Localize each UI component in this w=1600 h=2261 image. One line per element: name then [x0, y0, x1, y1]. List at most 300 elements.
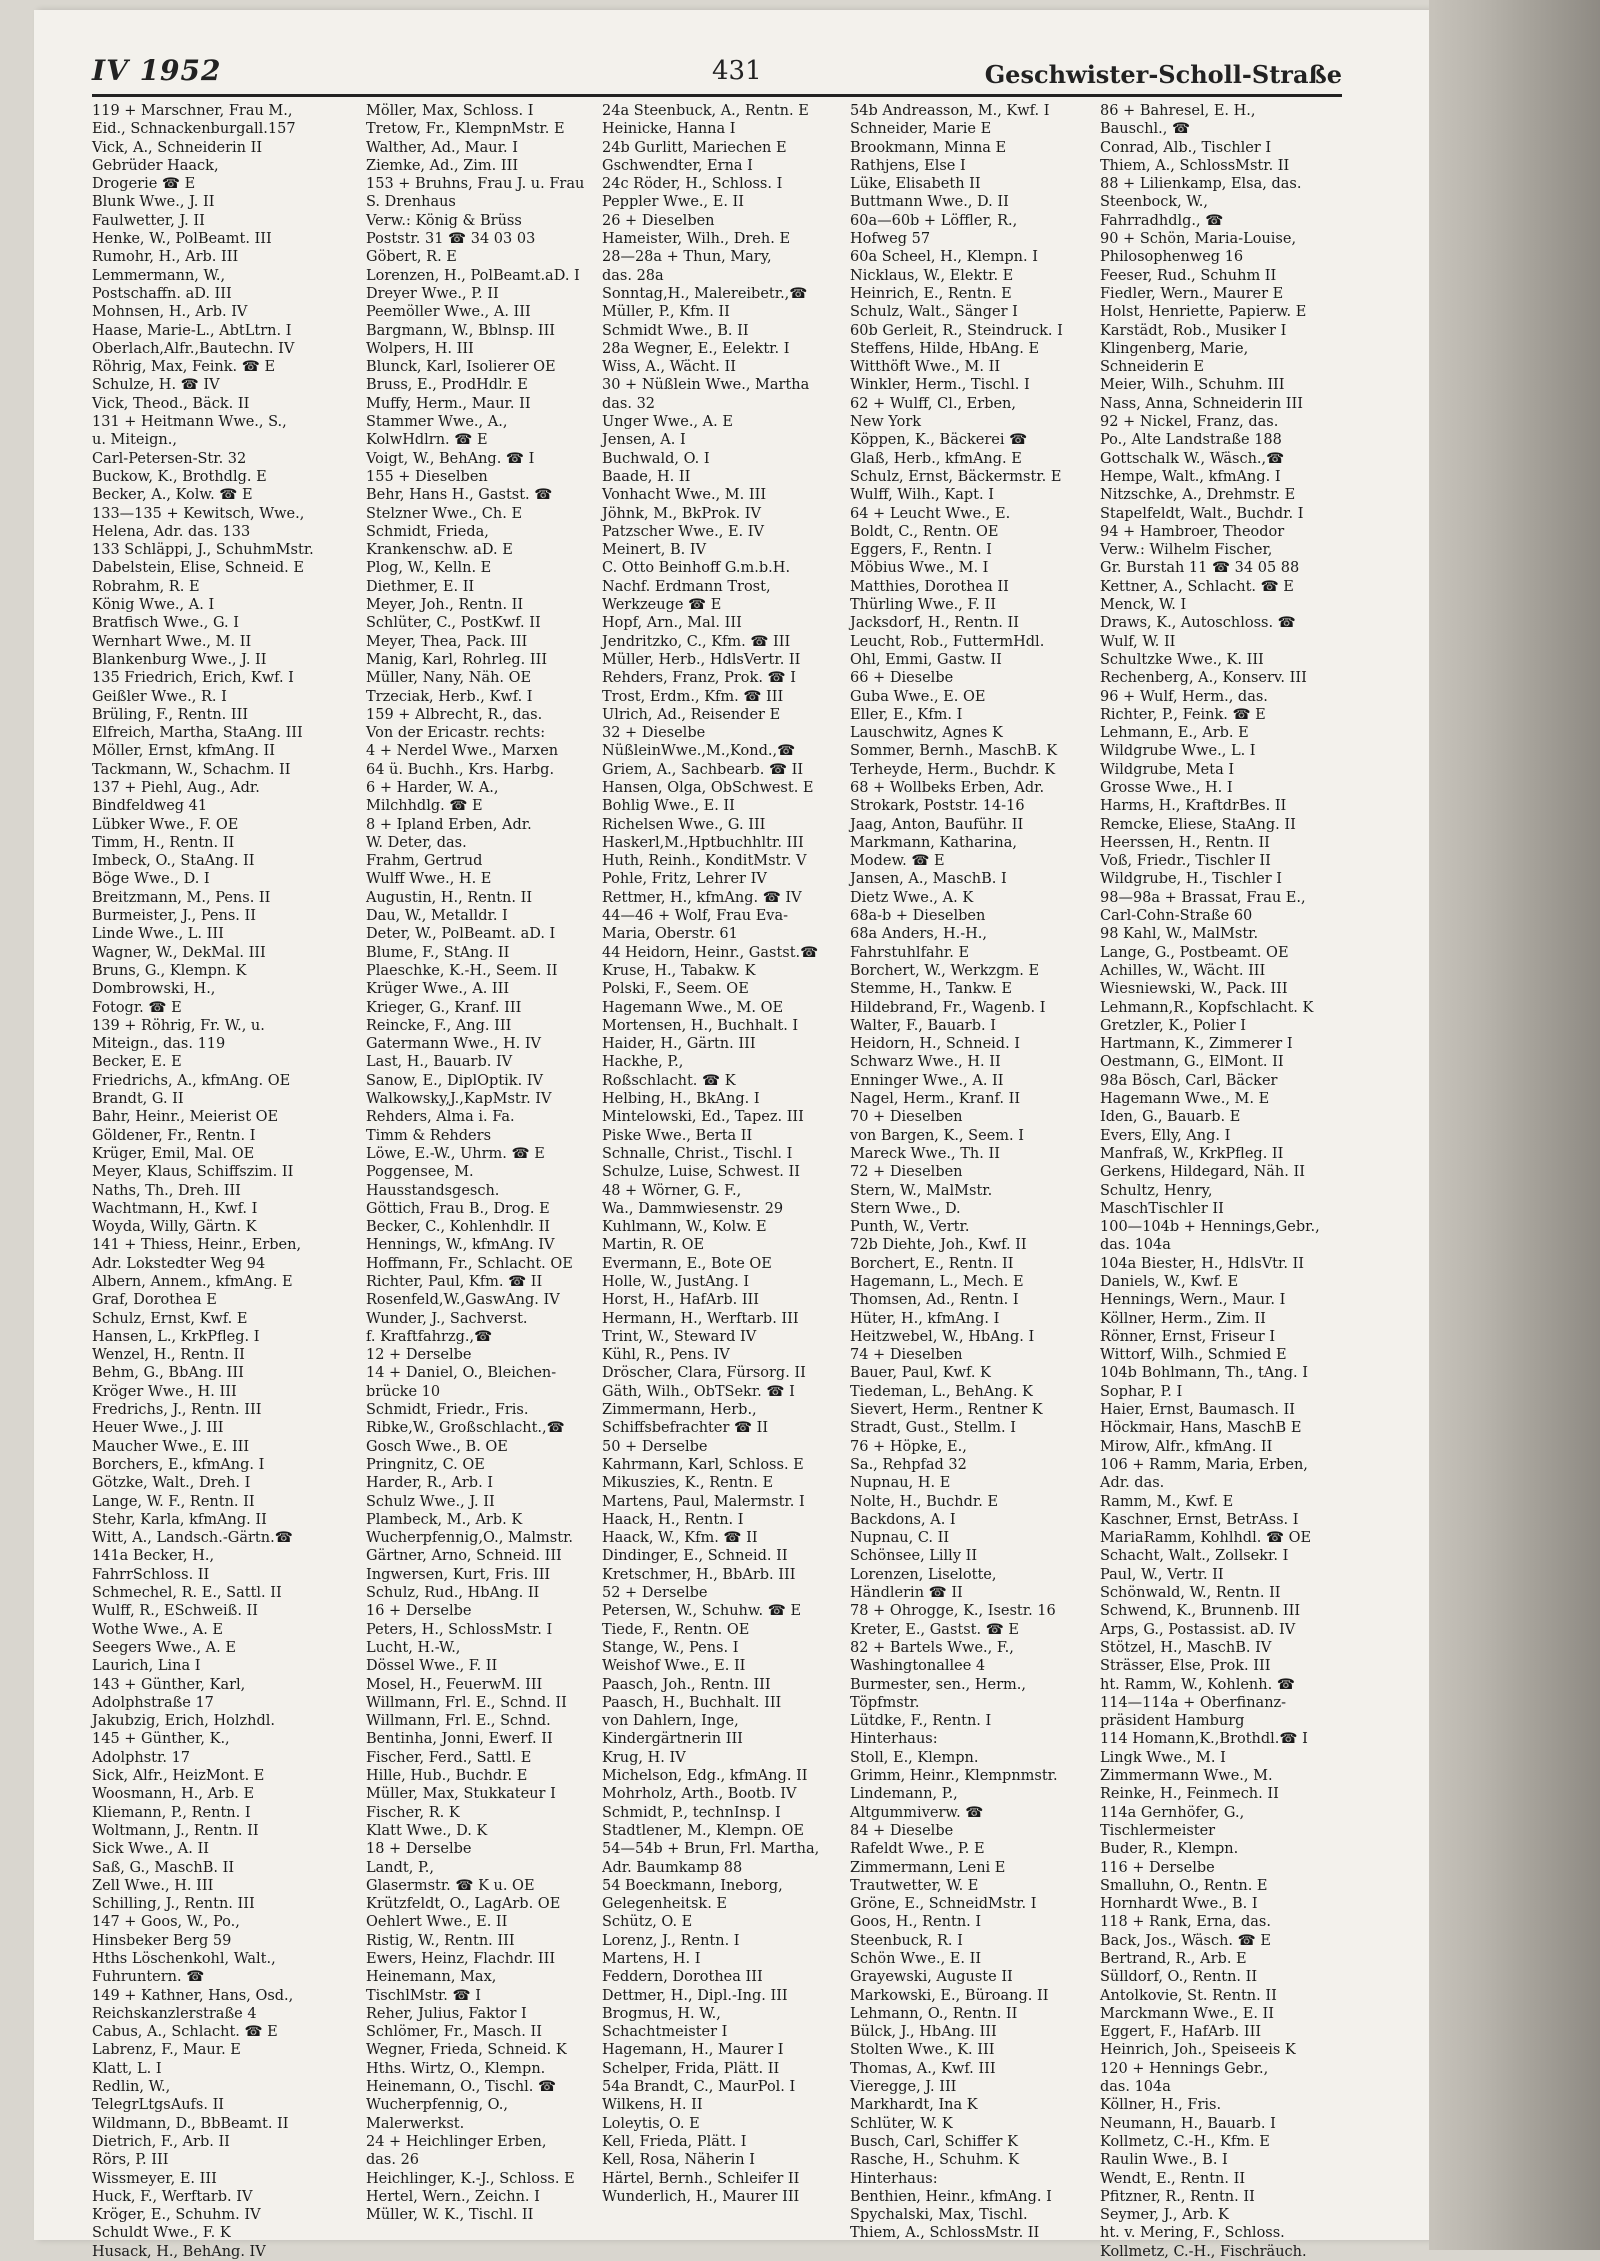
directory-line: Schönsee, Lilly II	[850, 1548, 978, 1565]
directory-line: Kollmetz, C.-H., Kfm. E	[1100, 2133, 1270, 2150]
directory-line: Schmechel, R. E., Sattl. II	[92, 1585, 282, 1602]
directory-line: Kollmetz, C.-H., Fischräuch.	[1100, 2243, 1307, 2260]
directory-line: Diethmer, E. II	[366, 578, 475, 595]
directory-line: Schacht, Walt., Zollsekr. I	[1100, 1548, 1289, 1565]
directory-line: Wegner, Frieda, Schneid. K	[366, 2042, 567, 2059]
directory-line: von Dahlern, Inge,	[602, 1713, 739, 1730]
directory-line: Mortensen, H., Buchhalt. I	[602, 1017, 799, 1034]
directory-line: Richter, Paul, Kfm. ☎ II	[366, 1274, 543, 1290]
directory-line: Trzeciak, Herb., Kwf. I	[366, 688, 533, 705]
directory-line: Piske Wwe., Berta II	[602, 1127, 753, 1144]
directory-line: Heitzwebel, W., HbAng. I	[850, 1328, 1035, 1345]
directory-line: Bratfisch Wwe., G. I	[92, 615, 239, 632]
directory-line: Heinrich, E., Rentn. E	[850, 285, 1012, 302]
directory-line: von Bargen, K., Seem. I	[850, 1127, 1024, 1144]
directory-line: 82 + Bartels Wwe., F.,	[850, 1639, 1014, 1656]
directory-line: Kettner, A., Schlacht. ☎ E	[1100, 578, 1294, 595]
directory-line: 24c Röder, H., Schloss. I	[602, 176, 783, 193]
directory-line: Weishof Wwe., E. II	[602, 1658, 746, 1675]
directory-line: Loleytis, O. E	[602, 2115, 700, 2132]
directory-line: Wittorf, Wilh., Schmied E	[1100, 1347, 1287, 1364]
directory-line: Hameister, Wilh., Dreh. E	[602, 231, 791, 248]
directory-line: Schwend, K., Brunnenb. III	[1100, 1603, 1301, 1620]
directory-line: Philosophenweg 16	[1100, 249, 1244, 266]
directory-line: Hofweg 57	[850, 231, 931, 248]
directory-line: Hinterhaus:	[850, 2170, 938, 2187]
directory-line: Schelper, Frida, Plätt. II	[602, 2060, 780, 2077]
directory-line: Adr. das.	[1100, 1475, 1165, 1492]
directory-line: Burmester, sen., Herm.,	[850, 1676, 1026, 1693]
directory-line: Hildebrand, Fr., Wagenb. I	[850, 999, 1046, 1016]
directory-line: Fischer, Ferd., Sattl. E	[366, 1749, 532, 1766]
directory-line: Mintelowski, Ed., Tapez. III	[602, 1109, 804, 1126]
directory-line: Ewers, Heinz, Flachdr. III	[366, 1950, 556, 1967]
directory-line: Lorenz, J., Rentn. I	[602, 1932, 740, 1949]
directory-line: Schulz, Ernst, Kwf. E	[92, 1310, 248, 1327]
directory-line: Ramm, M., Kwf. E	[1100, 1493, 1234, 1510]
directory-line: Fiedler, Wern., Maurer E	[1100, 285, 1284, 302]
directory-line: Evermann, E., Bote OE	[602, 1255, 772, 1272]
directory-line: Becker, E. E	[92, 1054, 182, 1071]
directory-line: 44 Heidorn, Heinr., Gastst.☎	[602, 944, 819, 961]
directory-line: Stehr, Karla, kfmAng. II	[92, 1511, 267, 1528]
directory-line: Tiedeman, L., BehAng. K	[850, 1383, 1033, 1400]
directory-line: Helbing, H., BkAng. I	[602, 1091, 760, 1108]
directory-line: Benthien, Heinr., kfmAng. I	[850, 2188, 1052, 2205]
directory-line: Ristig, W., Rentn. III	[366, 1932, 515, 1949]
directory-line: Augustin, H., Rentn. II	[366, 889, 533, 906]
directory-line: Dombrowski, H.,	[92, 981, 216, 998]
directory-line: Karstädt, Rob., Musiker I	[1100, 322, 1287, 339]
directory-line: 76 + Höpke, E.,	[850, 1438, 967, 1455]
directory-line: Meinert, B. IV	[602, 542, 707, 559]
directory-line: Krüger Wwe., A. III	[366, 981, 510, 998]
directory-line: Hille, Hub., Buchdr. E	[366, 1768, 528, 1785]
directory-line: Nagel, Herm., Kranf. II	[850, 1091, 1021, 1108]
directory-line: Carl-Cohn-Straße 60	[1100, 908, 1253, 925]
directory-line: 62 + Wulff, Cl., Erben,	[850, 395, 1016, 412]
directory-line: 30 + Nüßlein Wwe., Martha	[602, 377, 810, 394]
directory-line: Verw.: König & Brüss	[366, 212, 522, 229]
directory-line: Hempe, Walt., kfmAng. I	[1100, 468, 1281, 485]
directory-line: Lingk Wwe., M. I	[1100, 1749, 1226, 1766]
directory-line: Gr. Burstah 11 ☎ 34 05 88	[1100, 560, 1300, 577]
directory-line: Pringnitz, C. OE	[366, 1456, 485, 1473]
directory-line: Friedrichs, A., kfmAng. OE	[92, 1072, 291, 1089]
directory-line: Redlin, W.,	[92, 2079, 171, 2096]
directory-line: Becker, C., Kohlenhdlr. II	[366, 1219, 551, 1236]
directory-line: Raulin Wwe., B. I	[1100, 2152, 1228, 2169]
directory-line: Reincke, F., Ang. III	[366, 1017, 512, 1034]
directory-line: Remcke, Eliese, StaAng. II	[1100, 816, 1296, 833]
directory-line: New York	[850, 414, 922, 431]
directory-line: f. Kraftfahrzg.,☎	[366, 1328, 493, 1345]
directory-line: Geißler Wwe., R. I	[92, 688, 227, 705]
directory-line: Steffens, Hilde, HbAng. E	[850, 340, 1040, 357]
directory-line: Timm, H., Rentn. II	[92, 834, 235, 851]
directory-line: Fahrstuhlfahr. E	[850, 944, 970, 961]
directory-line: Schlömer, Fr., Masch. II	[366, 2024, 542, 2041]
directory-line: Wulf, W. II	[1100, 633, 1176, 650]
directory-line: Gretzler, K., Polier I	[1100, 1017, 1247, 1034]
directory-line: 98a Bösch, Carl, Bäcker	[1100, 1072, 1278, 1089]
directory-line: Grimm, Heinr., Klempnmstr.	[850, 1768, 1058, 1785]
directory-line: Brüling, F., Rentn. III	[92, 706, 249, 723]
column-3	[602, 102, 838, 2205]
directory-line: 48 + Wörner, G. F.,	[602, 1182, 742, 1199]
directory-line: Dindinger, E., Schneid. II	[602, 1548, 788, 1565]
directory-line: Müller, Nany, Näh. OE	[366, 670, 532, 687]
directory-line: Enninger Wwe., A. II	[850, 1072, 1004, 1089]
directory-line: Brogmus, H. W.,	[602, 2005, 721, 2022]
directory-line: Bauschl., ☎	[1100, 121, 1191, 138]
directory-line: Bahr, Heinr., Meierist OE	[92, 1109, 279, 1126]
directory-line: Kaschner, Ernst, BetrAss. I	[1100, 1511, 1299, 1528]
directory-line: Heinemann, O., Tischl. ☎	[366, 2079, 557, 2096]
directory-line: Jöhnk, M., BkProk. IV	[602, 505, 761, 522]
directory-line: Ulrich, Ad., Reisender E	[602, 706, 781, 723]
directory-line: Schulz Wwe., J. II	[366, 1493, 495, 1510]
directory-line: 114—114a + Oberfinanz-	[1100, 1694, 1287, 1711]
directory-line: C. Otto Beinhoff G.m.b.H.	[602, 560, 791, 577]
directory-line: Stammer Wwe., A.,	[366, 414, 508, 431]
directory-line: Händlerin ☎ II	[850, 1585, 963, 1602]
directory-line: Woyda, Willy, Gärtn. K	[92, 1219, 257, 1236]
directory-line: 78 + Ohrogge, K., Isestr. 16	[850, 1603, 1056, 1620]
directory-line: Linde Wwe., L. III	[92, 926, 224, 943]
directory-line: Richelsen Wwe., G. III	[602, 816, 766, 833]
directory-line: 114 Homann,K.,Brothdl.☎ I	[1100, 1731, 1308, 1748]
directory-line: Stradt, Gust., Stellm. I	[850, 1420, 1016, 1437]
directory-line: Löwe, E.-W., Uhrm. ☎ E	[366, 1145, 545, 1162]
street-name: Geschwister-Scholl-Straße	[984, 60, 1342, 89]
directory-line: Markowski, E., Büroang. II	[850, 1987, 1049, 2004]
directory-line: 72b Diehte, Joh., Kwf. II	[850, 1237, 1027, 1254]
directory-line: Köppen, K., Bäckerei ☎	[850, 432, 1028, 449]
directory-line: Schneiderin E	[1100, 359, 1204, 376]
directory-line: TelegrLtgsAufs. II	[92, 2097, 225, 2114]
directory-line: Wunderlich, H., Maurer III	[602, 2188, 800, 2205]
directory-line: 60a—60b + Löffler, R.,	[850, 212, 1018, 229]
directory-line: Milchhdlg. ☎ E	[366, 798, 483, 815]
directory-line: Kröger, E., Schuhm. IV	[92, 2207, 261, 2224]
directory-line: Becker, A., Kolw. ☎ E	[92, 487, 253, 504]
directory-line: Reinke, H., Feinmech. II	[1100, 1786, 1279, 1803]
directory-line: Sa., Rehpfad 32	[850, 1456, 967, 1473]
directory-line: Lehmann, E., Arb. E	[1100, 725, 1249, 742]
directory-line: Schultz, Henry,	[1100, 1182, 1213, 1199]
directory-line: Achilles, W., Wächt. III	[1100, 962, 1266, 979]
directory-line: Laurich, Lina I	[92, 1658, 201, 1675]
directory-line: 143 + Günther, Karl,	[92, 1676, 246, 1693]
directory-line: Muffy, Herm., Maur. II	[366, 395, 531, 412]
directory-line: Lange, G., Postbeamt. OE	[1100, 944, 1289, 961]
directory-line: Gosch Wwe., B. OE	[366, 1438, 508, 1455]
directory-line: 54 Boeckmann, Ineborg,	[602, 1877, 783, 1894]
directory-line: Zell Wwe., H. III	[92, 1877, 214, 1894]
directory-line: Borchert, E., Rentn. II	[850, 1255, 1014, 1272]
directory-line: Nolte, H., Buchdr. E	[850, 1493, 999, 1510]
directory-line: Bruns, G., Klempn. K	[92, 962, 247, 979]
directory-line: Meyer, Klaus, Schiffszim. II	[92, 1164, 294, 1181]
directory-line: 106 + Ramm, Maria, Erben,	[1100, 1456, 1308, 1473]
directory-line: Evers, Elly, Ang. I	[1100, 1127, 1231, 1144]
directory-line: Ingwersen, Kurt, Fris. III	[366, 1566, 551, 1583]
directory-line: 44—46 + Wolf, Frau Eva-	[602, 908, 789, 925]
directory-line: brücke 10	[366, 1383, 441, 1400]
directory-line: Hermann, H., Werftarb. III	[602, 1310, 799, 1327]
directory-line: Thomas, A., Kwf. III	[850, 2060, 996, 2077]
directory-line: 54a Brandt, C., MaurPol. I	[602, 2079, 796, 2096]
directory-line: Schmidt, Friedr., Fris.	[366, 1402, 529, 1419]
directory-line: Thürling Wwe., F. II	[850, 597, 996, 614]
directory-line: Walther, Ad., Maur. I	[366, 139, 518, 156]
directory-line: Behm, G., BbAng. III	[92, 1365, 244, 1382]
directory-line: KolwHdlrn. ☎ E	[366, 432, 488, 449]
directory-line: Stern, W., MalMstr.	[850, 1182, 993, 1199]
directory-line: Hoffmann, Fr., Schlacht. OE	[366, 1255, 573, 1272]
directory-line: Wilkens, H. II	[602, 2097, 703, 2114]
directory-line: Gschwendter, Erna I	[602, 157, 753, 174]
directory-line: 18 + Derselbe	[366, 1841, 472, 1858]
directory-line: Naths, Th., Dreh. III	[92, 1182, 241, 1199]
directory-line: Schulz, Walt., Sänger I	[850, 304, 1018, 321]
directory-line: 32 + Dieselbe	[602, 725, 706, 742]
directory-line: Hagemann, L., Mech. E	[850, 1274, 1024, 1290]
page-edge	[1429, 0, 1600, 2250]
directory-line: Wulff Wwe., H. E	[366, 871, 492, 888]
directory-line: Hennings, Wern., Maur. I	[1100, 1292, 1286, 1309]
directory-line: Faulwetter, J. II	[92, 212, 205, 229]
directory-line: 52 + Derselbe	[602, 1585, 708, 1602]
directory-line: Jaag, Anton, Bauführ. II	[850, 816, 1024, 833]
directory-line: Vieregge, J. III	[850, 2079, 957, 2096]
directory-line: Kell, Frieda, Plätt. I	[602, 2133, 747, 2150]
directory-line: 60a Scheel, H., Klempn. I	[850, 249, 1038, 266]
directory-line: Eid., Schnackenburgall.157	[92, 121, 296, 138]
directory-line: Woltmann, J., Rentn. II	[92, 1822, 259, 1839]
directory-line: Walkowsky,J.,KapMstr. IV	[366, 1091, 552, 1108]
column-4	[850, 102, 1086, 2242]
directory-line: 98—98a + Brassat, Frau E.,	[1100, 889, 1306, 906]
directory-line: Hornhardt Wwe., B. I	[1100, 1896, 1258, 1913]
directory-line: Cabus, A., Schlacht. ☎ E	[92, 2024, 278, 2041]
directory-line: Schulz, Ernst, Bäckermstr. E	[850, 468, 1062, 485]
directory-line: Wucherpfennig, O.,	[366, 2097, 508, 2114]
directory-line: 84 + Dieselbe	[850, 1822, 954, 1839]
directory-line: Sanow, E., DiplOptik. IV	[366, 1072, 543, 1089]
directory-line: Bentinha, Jonni, Ewerf. II	[366, 1731, 553, 1748]
directory-line: Rehders, Franz, Prok. ☎ I	[602, 670, 796, 687]
directory-line: Tackmann, W., Schachm. II	[92, 761, 291, 778]
directory-line: Plog, W., Kelln. E	[366, 560, 492, 577]
directory-line: 147 + Goos, W., Po.,	[92, 1914, 240, 1931]
directory-line: Schnalle, Christ., Tischl. I	[602, 1145, 793, 1162]
column-1	[92, 102, 328, 2260]
directory-line: Lindemann, P.,	[850, 1786, 958, 1803]
directory-line: Fuhruntern. ☎	[92, 1969, 205, 1986]
directory-line: Busch, Carl, Schiffer K	[850, 2133, 1018, 2150]
directory-line: 141 + Thiess, Heinr., Erben,	[92, 1237, 302, 1254]
directory-line: Manig, Karl, Rohrleg. III	[366, 651, 548, 668]
directory-line: das. 28a	[602, 267, 664, 284]
directory-line: Blankenburg Wwe., J. II	[92, 651, 267, 668]
directory-line: Schütz, O. E	[602, 1914, 693, 1931]
directory-line: Kretschmer, H., BbArb. III	[602, 1566, 796, 1583]
directory-line: Krug, H. IV	[602, 1749, 686, 1766]
directory-line: Schwarz Wwe., H. II	[850, 1054, 1001, 1071]
directory-line: Michelson, Edg., kfmAng. II	[602, 1768, 808, 1785]
directory-line: Klingenberg, Marie,	[1100, 340, 1249, 357]
directory-line: Unger Wwe., A. E	[602, 414, 733, 431]
directory-line: Steenbock, W.,	[1100, 194, 1208, 211]
directory-line: das. 104a	[1100, 1237, 1171, 1254]
directory-line: Voß, Friedr., Tischler II	[1100, 853, 1271, 870]
directory-line: Reichskanzlerstraße 4	[92, 2005, 257, 2022]
directory-line: 118 + Rank, Erna, das.	[1100, 1914, 1271, 1931]
directory-line: Graf, Dorothea E	[92, 1292, 217, 1309]
directory-line: Patzscher Wwe., E. IV	[602, 523, 764, 540]
directory-line: Gerkens, Hildegard, Näh. II	[1100, 1164, 1305, 1181]
directory-line: Peemöller Wwe., A. III	[366, 304, 531, 321]
directory-line: Holst, Henriette, Papierw. E	[1100, 304, 1307, 321]
directory-line: Rafeldt Wwe., P. E	[850, 1841, 985, 1858]
directory-line: Schmidt, Frieda,	[366, 523, 489, 540]
directory-line: Sophar, P. I	[1100, 1383, 1183, 1400]
directory-line: Wernhart Wwe., M. II	[92, 633, 252, 650]
directory-line: 159 + Albrecht, R., das.	[366, 706, 543, 723]
directory-line: Sick Wwe., A. II	[92, 1841, 209, 1858]
directory-line: Möller, Max, Schloss. I	[366, 103, 534, 119]
directory-line: Dröscher, Clara, Fürsorg. II	[602, 1365, 806, 1382]
directory-line: Back, Jos., Wäsch. ☎ E	[1100, 1932, 1271, 1949]
directory-line: Strässer, Else, Prok. III	[1100, 1658, 1271, 1675]
directory-line: Carl-Petersen-Str. 32	[92, 450, 247, 467]
directory-line: Meyer, Joh., Rentn. II	[366, 597, 524, 614]
directory-line: Adolphstr. 17	[92, 1749, 191, 1766]
directory-line: 98 Kahl, W., MalMstr.	[1100, 926, 1259, 943]
directory-line: Müller, P., Kfm. II	[602, 304, 730, 321]
directory-line: Glasermstr. ☎ K u. OE	[366, 1877, 535, 1894]
directory-line: 66 + Dieselbe	[850, 670, 954, 687]
directory-line: Stötzel, H., MaschB. IV	[1100, 1639, 1272, 1656]
directory-line: Martin, R. OE	[602, 1237, 705, 1254]
directory-line: 133 Schläppi, J., SchuhmMstr.	[92, 542, 314, 559]
directory-line: Gebrüder Haack,	[92, 157, 219, 174]
directory-line: Wothe Wwe., A. E	[92, 1621, 224, 1638]
directory-line: Mareck Wwe., Th. II	[850, 1145, 1000, 1162]
directory-line: Dreyer Wwe., P. II	[366, 285, 499, 302]
directory-line: Wildgrube, Meta I	[1100, 761, 1235, 778]
directory-line: Kühl, R., Pens. IV	[602, 1347, 730, 1364]
directory-line: Peters, H., SchlossMstr. I	[366, 1621, 553, 1638]
directory-line: Nicklaus, W., Elektr. E	[850, 267, 1014, 284]
directory-line: Malerwerkst.	[366, 2115, 465, 2132]
directory-line: Adolphstraße 17	[92, 1694, 214, 1711]
directory-line: Guba Wwe., E. OE	[850, 688, 986, 705]
directory-line: Röhrig, Max, Feink. ☎ E	[92, 359, 276, 376]
directory-line: Rosenfeld,W.,GaswAng. IV	[366, 1292, 560, 1309]
directory-line: Deter, W., PolBeamt. aD. I	[366, 926, 556, 943]
directory-line: 28—28a + Thun, Mary,	[602, 249, 772, 266]
directory-line: Vonhacht Wwe., M. III	[602, 487, 767, 504]
directory-line: 16 + Derselbe	[366, 1603, 472, 1620]
directory-line: Wildgrube, H., Tischler I	[1100, 871, 1283, 888]
directory-line: Heichlinger, K.-J., Schloss. E	[366, 2170, 575, 2187]
directory-line: Landt, P.,	[366, 1859, 434, 1876]
directory-line: Wiesniewski, W., Pack. III	[1100, 981, 1288, 998]
directory-line: Terheyde, Herm., Buchdr. K	[850, 761, 1056, 778]
directory-line: Robrahm, R. E	[92, 578, 200, 595]
directory-line: Imbeck, O., StaAng. II	[92, 853, 255, 870]
directory-line: Grayewski, Auguste II	[850, 1969, 1013, 1986]
directory-line: Hinterhaus:	[850, 1731, 938, 1748]
directory-line: 68 + Wollbeks Erben, Adr.	[850, 779, 1045, 796]
directory-line: Haier, Ernst, Baumasch. II	[1100, 1402, 1296, 1419]
directory-line: 90 + Schön, Maria-Louise,	[1100, 231, 1297, 248]
directory-line: TischlMstr. ☎ I	[366, 1987, 481, 2004]
directory-line: Hagemann Wwe., M. OE	[602, 999, 784, 1016]
directory-line: Tischlermeister	[1100, 1822, 1216, 1839]
directory-line: das. 32	[602, 395, 656, 412]
directory-line: Richter, P., Feink. ☎ E	[1100, 706, 1266, 723]
directory-line: Lauschwitz, Agnes K	[850, 725, 1003, 742]
directory-line: Heinrich, Joh., Speiseeis K	[1100, 2042, 1296, 2059]
directory-line: Trautwetter, W. E	[850, 1877, 979, 1894]
directory-line: u. Miteign.,	[92, 432, 177, 449]
directory-line: Buchwald, O. I	[602, 450, 710, 467]
directory-line: Miteign., das. 119	[92, 1036, 226, 1053]
directory-line: Jensen, A. I	[602, 432, 686, 449]
directory-line: 137 + Piehl, Aug., Adr.	[92, 779, 260, 796]
directory-line: Meier, Wilh., Schuhm. III	[1100, 377, 1285, 394]
directory-line: Kindergärtnerin III	[602, 1731, 743, 1748]
page-header	[92, 52, 1342, 97]
directory-line: Husack, H., BehAng. IV	[92, 2243, 266, 2260]
directory-line: Hartmann, K., Zimmerer I	[1100, 1036, 1293, 1053]
directory-line: Timm & Rehders	[366, 1127, 492, 1144]
directory-line: Schulze, H. ☎ IV	[92, 377, 220, 394]
directory-line: Witt, A., Landsch.-Gärtn.☎	[92, 1530, 293, 1547]
directory-line: Reher, Julius, Faktor I	[366, 2005, 527, 2022]
directory-line: Mirow, Alfr., kfmAng. II	[1100, 1438, 1273, 1455]
directory-line: Hths. Wirtz, O., Klempn.	[366, 2060, 546, 2077]
directory-line: Harms, H., KraftdrBes. II	[1100, 798, 1287, 815]
directory-line: Kröger Wwe., H. III	[92, 1383, 237, 1400]
directory-line: Thomsen, Ad., Rentn. I	[850, 1292, 1019, 1309]
directory-line: Dabelstein, Elise, Schneid. E	[92, 560, 304, 577]
directory-line: Tiede, F., Rentn. OE	[602, 1621, 750, 1638]
directory-line: Brookmann, Minna E	[850, 139, 1007, 156]
directory-line: Plaeschke, K.-H., Seem. II	[366, 962, 558, 979]
directory-line: Haskerl,M.,Hptbuchhltr. III	[602, 834, 804, 851]
directory-line: Rasche, H., Schuhm. K	[850, 2152, 1019, 2169]
directory-line: Bülck, J., HbAng. III	[850, 2024, 997, 2041]
directory-line: Lehmann,R., Kopfschlacht. K	[1100, 999, 1314, 1016]
directory-line: W. Deter, das.	[366, 834, 467, 851]
directory-line: König Wwe., A. I	[92, 597, 215, 614]
directory-line: Behr, Hans H., Gastst. ☎	[366, 487, 553, 504]
directory-line: Adr. Lokstedter Weg 94	[92, 1255, 266, 1272]
directory-line: 70 + Dieselben	[850, 1109, 963, 1126]
directory-line: Sick, Alfr., HeizMont. E	[92, 1768, 265, 1785]
directory-line: Gärtner, Arno, Schneid. III	[366, 1548, 562, 1565]
directory-line: das. 26	[366, 2152, 420, 2169]
directory-line: Rechenberg, A., Konserv. III	[1100, 670, 1307, 687]
directory-line: Lorenzen, Liselotte,	[850, 1566, 997, 1583]
directory-line: Schmidt Wwe., B. II	[602, 322, 749, 339]
directory-line: Kreter, E., Gastst. ☎ E	[850, 1621, 1019, 1638]
